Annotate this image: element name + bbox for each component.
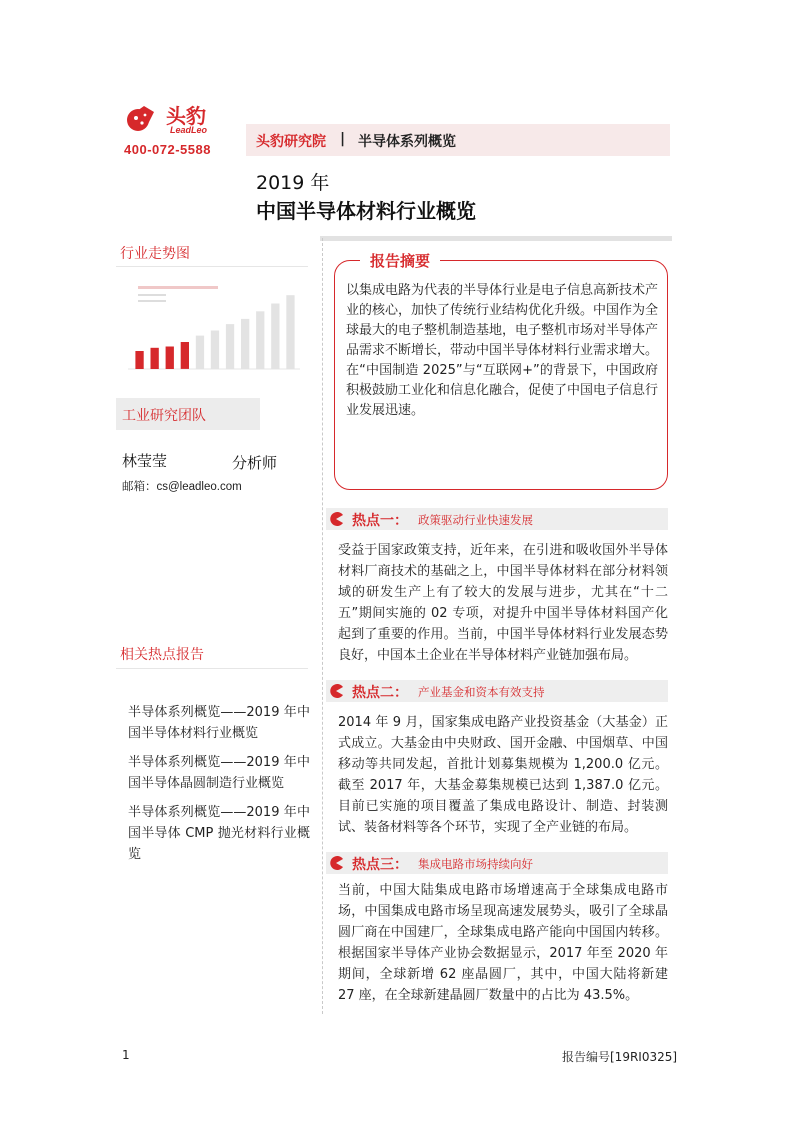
chart-bar [286,295,294,369]
hotspot-1-text: 受益于国家政策支持，近年来，在引进和吸收国外半导体材料厂商技术的基础之上，中国半导体材料在部分材料领域的研发生产上有了较大的发展与进步，尤其在“十二五”期间实施的 02 专项，对提升中国半导体材料国产化起到了重要的作用。当前，中国半导体材料行业发展态势良好，中国本土企业在半导体材料产业链加强布局。 [338,543,668,663]
analyst-email [122,478,242,494]
chart-bar [256,311,264,369]
hotspot-2-bar [326,680,668,702]
company-logo [124,98,224,138]
abstract-heading: 报告摘要 [360,250,440,272]
chart-bar [271,304,279,370]
email-label: 邮箱： [122,479,157,493]
phone-number: 400-072-5588 [124,142,211,157]
abstract-text: 以集成电路为代表的半导体行业是电子信息高新技术产业的核心，加快了传统行业结构优化升级。中国作为全球最大的电子整机制造基地，电子整机市场对半导体产品需求不断增长，带动中国半导体材料行业需求增大。在“中国制造 2025”与“互联网+”的背景下，中国政府积极鼓励工业化和信息化融合，促使了中国电子信息行业发展迅速。 [346,283,659,418]
hotspot-1-subtitle: 政策驱动行业快速发展 [418,513,533,527]
related-report-item[interactable]: 半导体系列概览——2019 年中国半导体晶圆制造行业概览 [128,755,310,791]
trend-heading-rule [116,266,308,267]
chart-bar [211,331,219,370]
chart-caption-placeholder [138,286,218,289]
related-heading: 相关热点报告 [120,647,204,663]
pacman-bullet-icon [328,683,344,699]
report-title: 中国半导体材料行业概览 [256,199,476,223]
trend-heading: 行业走势图 [120,246,190,262]
related-heading-rule [116,668,308,669]
chart-bar [151,348,159,369]
chart-bar [166,347,174,370]
series-name: 半导体系列概览 [358,134,456,150]
hotspot-2-subtitle: 产业基金和资本有效支持 [418,685,545,699]
page-number: 1 [122,1048,130,1062]
hotspot-1-bar [326,508,668,530]
pacman-bullet-icon [328,511,344,527]
chart-bar [226,324,234,369]
series-banner [246,124,670,156]
legend-placeholder-2 [138,300,166,302]
hotspot-3-text: 当前，中国大陆集成电路市场增速高于全球集成电路市场，中国集成电路市场呈现高速发展势头，吸引了全球晶圆厂商在中国建厂，全球集成电路产能向中国国内转移。根据国家半导体产业协会数据显示，2017 年至 2020 年期间，全球新增 62 座晶圆厂，其中，中国大陆将新建 27 座，在全球新建晶圆厂数量中的占比为 43.5%。 [338,883,668,1003]
chart-bar [135,351,143,369]
legend-placeholder-1 [138,294,166,296]
hotspot-3-label: 热点三： [352,857,408,873]
logo-text: 头豹 [166,104,206,128]
report-year: 2019 年 [256,172,330,194]
analyst-role: 分析师 [232,454,278,472]
title-divider [320,236,672,241]
trend-chart-svg [116,276,308,374]
banner-separator: | [340,131,346,147]
email-address[interactable]: cs@leadleo.com [156,481,242,493]
industry-trend-chart [116,276,308,374]
team-heading-box [116,398,260,430]
hotspot-3-subtitle: 集成电路市场持续向好 [418,857,533,871]
report-code: 报告编号[19RI0325] [562,1050,678,1064]
chart-bar [196,336,204,369]
related-reports-list [128,702,310,873]
related-report-item[interactable]: 半导体系列概览——2019 年中国半导体 CMP 抛光材料行业概览 [128,805,310,862]
logo-subtext: LeadLeo [170,125,208,135]
pacman-bullet-icon [328,855,344,871]
related-report-item[interactable]: 半导体系列概览——2019 年中国半导体材料行业概览 [128,705,310,741]
chart-bar [181,342,189,369]
hotspot-2-text: 2014 年 9 月，国家集成电路产业投资基金（大基金）正式成立。大基金由中央财政、国开金融、中国烟草、中国移动等共同发起，首批计划募集规模为 1,200.0 亿元。截至 2017 年，大基金募集规模已达到 1,387.0 亿元。目前已实施的项目覆盖了集成电路设计、制造、封装测试、装备材料等各个环节，实现了全产业链的布局。 [338,715,668,835]
chart-bar [241,319,249,369]
brand-name: 头豹研究院 [256,134,326,150]
hotspot-2-label: 热点二： [352,685,408,701]
analyst-name: 林莹莹 [122,452,168,470]
team-heading: 工业研究团队 [122,408,206,424]
column-divider [322,238,323,1014]
hotspot-1-label: 热点一： [352,513,408,529]
hotspot-3-bar [326,852,668,874]
